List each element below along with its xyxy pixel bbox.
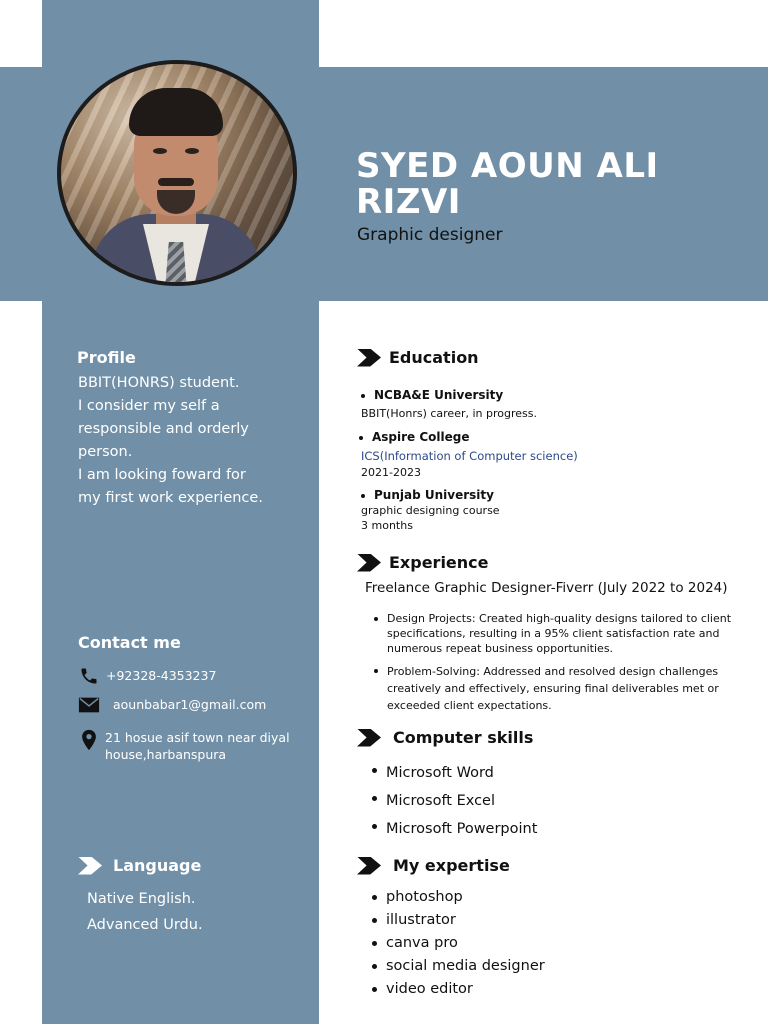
education-detail: 3 months xyxy=(361,519,413,532)
computer-skills-heading: Computer skills xyxy=(393,728,534,747)
expertise-heading: My expertise xyxy=(393,856,510,875)
education-detail: ICS(Information of Computer science) xyxy=(361,449,578,463)
profile-line: person. xyxy=(78,444,133,460)
chevron-arrow-icon xyxy=(78,857,102,875)
expertise-item: social media designer xyxy=(369,955,545,978)
education-detail: graphic designing course xyxy=(361,504,500,517)
computer-skills-list xyxy=(369,759,537,843)
education-detail: BBIT(Honrs) career, in progress. xyxy=(361,407,537,420)
profile-line: responsible and orderly xyxy=(78,421,249,437)
profile-line: I am looking foward for xyxy=(78,467,246,483)
portrait-image xyxy=(61,64,293,282)
language-heading: Language xyxy=(113,856,202,875)
profile-photo xyxy=(57,60,297,286)
expertise-item: video editor xyxy=(369,978,545,1001)
expertise-list xyxy=(369,886,545,1001)
contact-heading: Contact me xyxy=(78,633,181,652)
institution-name: Punjab University xyxy=(357,488,500,503)
name-line-1: SYED AOUN ALI xyxy=(356,146,659,186)
skill-item: Microsoft Word xyxy=(369,759,537,787)
education-item xyxy=(361,388,537,421)
education-heading: Education xyxy=(389,348,479,367)
left-eye xyxy=(153,148,167,154)
experience-bullets xyxy=(371,611,751,721)
address-line-2: house,harbanspura xyxy=(105,747,227,762)
education-item xyxy=(361,488,500,533)
experience-header xyxy=(357,553,489,572)
institution-name: NCBA&E University xyxy=(357,388,537,403)
expertise-item: photoshop xyxy=(369,886,545,909)
mustache-shape xyxy=(158,178,194,186)
profile-heading: Profile xyxy=(77,348,136,367)
profile-line: I consider my self a xyxy=(78,398,220,414)
phone-number[interactable]: +92328-4353237 xyxy=(106,668,217,683)
chevron-arrow-icon xyxy=(357,349,381,367)
skill-item: Microsoft Excel xyxy=(369,787,537,815)
expertise-item: illustrator xyxy=(369,909,545,932)
job-title: Graphic designer xyxy=(357,225,503,245)
candidate-name xyxy=(356,148,756,220)
chevron-arrow-icon xyxy=(357,729,381,747)
profile-text xyxy=(78,372,298,510)
institution-name: Aspire College xyxy=(355,430,578,445)
language-list xyxy=(87,886,203,938)
computer-skills-header xyxy=(357,728,533,747)
education-detail: 2021-2023 xyxy=(361,466,421,479)
address-line-1: 21 hosue asif town near diyal xyxy=(105,730,290,745)
location-pin-icon xyxy=(78,727,100,753)
education-item xyxy=(361,430,578,480)
chevron-arrow-icon xyxy=(357,554,381,572)
expertise-header xyxy=(357,856,510,875)
education-header xyxy=(357,348,479,367)
phone-icon xyxy=(78,666,100,686)
experience-bullet: Problem-Solving: Addressed and resolved design challenges creatively and effectively, ensuring final deliverables met or exceeded client expectations. xyxy=(371,663,751,714)
hair-shape xyxy=(129,88,223,136)
language-header xyxy=(78,856,201,875)
experience-bullet: Design Projects: Created high-quality designs tailored to client specifications, resulting in a 95% client satisfaction rate and numerous repeat business opportunities. xyxy=(371,611,751,656)
profile-line: BBIT(HONRS) student. xyxy=(78,375,240,391)
right-eye xyxy=(185,148,199,154)
chevron-arrow-icon xyxy=(357,857,381,875)
experience-heading: Experience xyxy=(389,553,489,572)
address-text xyxy=(105,729,290,763)
mail-icon xyxy=(78,695,100,715)
language-item: Native English. xyxy=(87,891,196,907)
name-line-2: RIZVI xyxy=(356,182,461,222)
email-address[interactable]: aounbabar1@gmail.com xyxy=(113,697,267,712)
experience-title: Freelance Graphic Designer-Fiverr (July 2022 to 2024) xyxy=(365,580,728,596)
skill-item: Microsoft Powerpoint xyxy=(369,815,537,843)
profile-line: my first work experience. xyxy=(78,490,263,506)
expertise-item: canva pro xyxy=(369,932,545,955)
language-item: Advanced Urdu. xyxy=(87,917,203,933)
